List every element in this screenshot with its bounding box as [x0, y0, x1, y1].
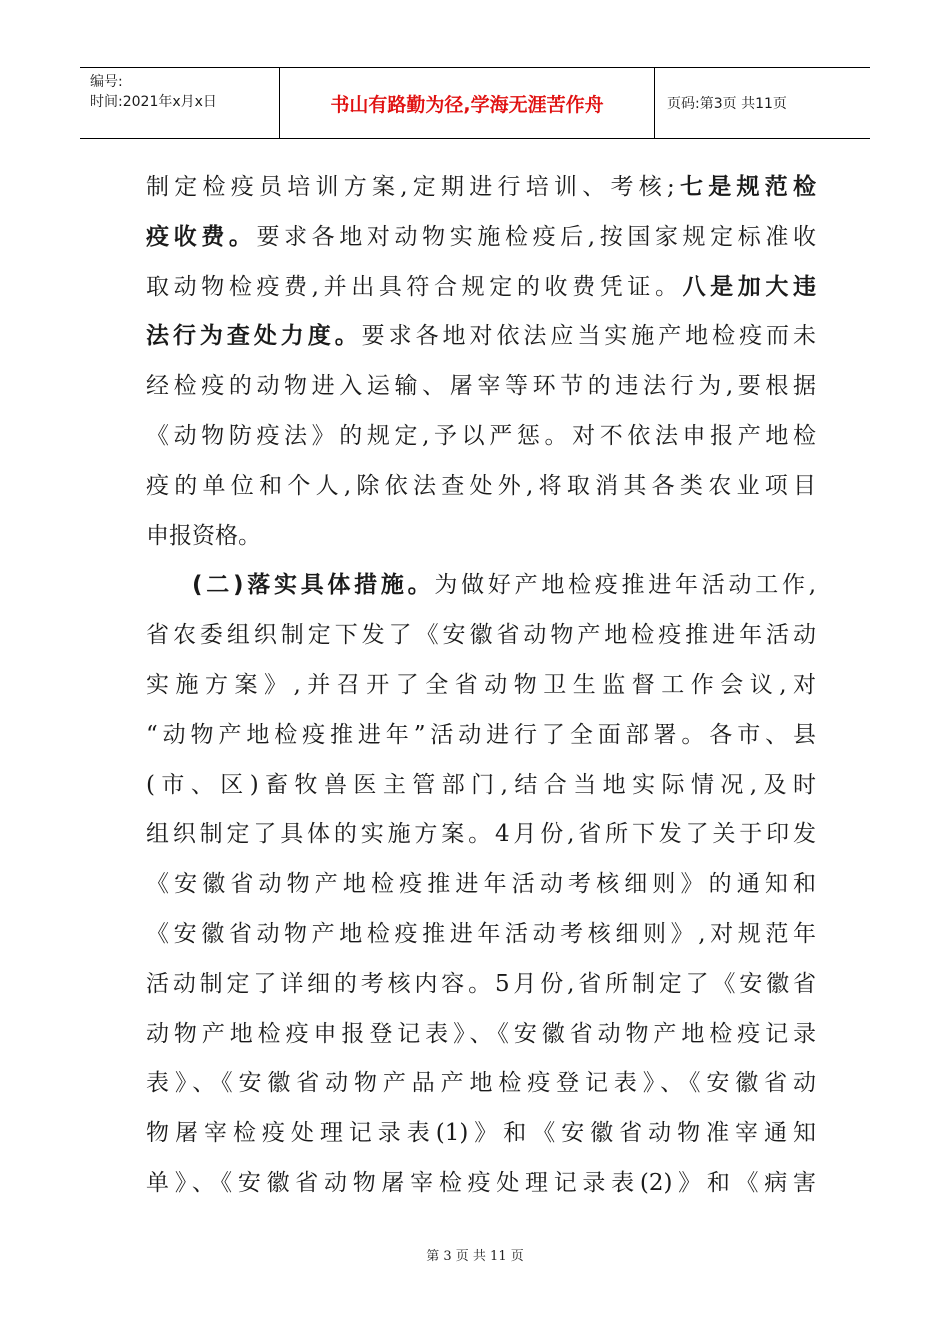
text-line: 《动物防疫法》的规定,予以严惩。对不依法申报产地检 — [146, 422, 816, 449]
text-line: 动物产地检疫申报登记表》、《安徽省动物产地检疫记录 — [146, 1020, 816, 1047]
text-line: 疫的单位和个人,除依法查处外,将取消其各类农业项目 — [146, 472, 816, 499]
text-run: 取动物检疫费,并出具符合规定的收费凭证。 — [146, 273, 683, 300]
bold-heading: 七是规范检 — [674, 174, 817, 200]
bold-heading: 法行为查处力度。 — [146, 323, 362, 350]
text-line: 组织制定了具体的实施方案。4月份,省所下发了关于印发 — [146, 821, 816, 848]
text-run: 制定检疫员培训方案,定期进行培训、考核; — [146, 174, 675, 200]
text-line: (市、区)畜牧兽医主管部门,结合当地实际情况,及时 — [146, 771, 816, 798]
text-run: 要求各地对依法应当实施产地检疫而未 — [361, 323, 817, 350]
text-line — [146, 312, 816, 362]
text-line: 实施方案》,并召开了全省动物卫生监督工作会议,对 — [146, 671, 816, 698]
text-line — [146, 213, 816, 263]
section-heading: (二)落实具体措施。 — [192, 572, 435, 599]
text-run: 要求各地对动物实施检疫后,按国家规定标准收 — [256, 223, 817, 250]
header-motto: 书山有路勤为径,学海无涯苦作舟 — [280, 68, 655, 138]
bold-heading: 八是加大违 — [682, 273, 817, 300]
header-page-info: 页码:第3页 共11页 — [667, 96, 787, 112]
text-line: 单》、《安徽省动物屠宰检疫处理记录表(2)》和《病害 — [146, 1169, 816, 1196]
page-footer: 第 3 页 共 11 页 — [426, 1249, 524, 1264]
text-line: 省农委组织制定下发了《安徽省动物产地检疫推进年活动 — [146, 622, 816, 649]
text-line: 《安徽省动物产地检疫推进年活动考核细则》,对规范年 — [146, 920, 816, 947]
document-number-label: 编号: — [90, 74, 123, 90]
page-header — [80, 67, 870, 139]
text-line: 申报资格。 — [146, 522, 261, 549]
text-line: 《安徽省动物产地检疫推进年活动考核细则》的通知和 — [146, 871, 816, 898]
text-line: “动物产地检疫推进年”活动进行了全面部署。各市、县 — [146, 721, 816, 748]
text-line: 经检疫的动物进入运输、屠宰等环节的违法行为,要根据 — [146, 373, 816, 400]
text-line: 物屠宰检疫处理记录表(1)》和《安徽省动物准宰通知 — [146, 1120, 816, 1147]
header-meta — [80, 68, 280, 138]
text-line — [146, 163, 816, 213]
text-run: 为做好产地检疫推进年活动工作, — [434, 572, 817, 599]
document-time-label: 时间:2021年x月x日 — [90, 94, 217, 110]
text-line — [146, 561, 816, 611]
bold-heading: 疫收费。 — [146, 223, 257, 250]
text-line: 表》、《安徽省动物产品产地检疫登记表》、《安徽省动 — [146, 1070, 816, 1097]
document-body — [146, 163, 816, 1209]
text-line — [146, 263, 816, 313]
text-line: 活动制定了详细的考核内容。5月份,省所制定了《安徽省 — [146, 970, 816, 997]
